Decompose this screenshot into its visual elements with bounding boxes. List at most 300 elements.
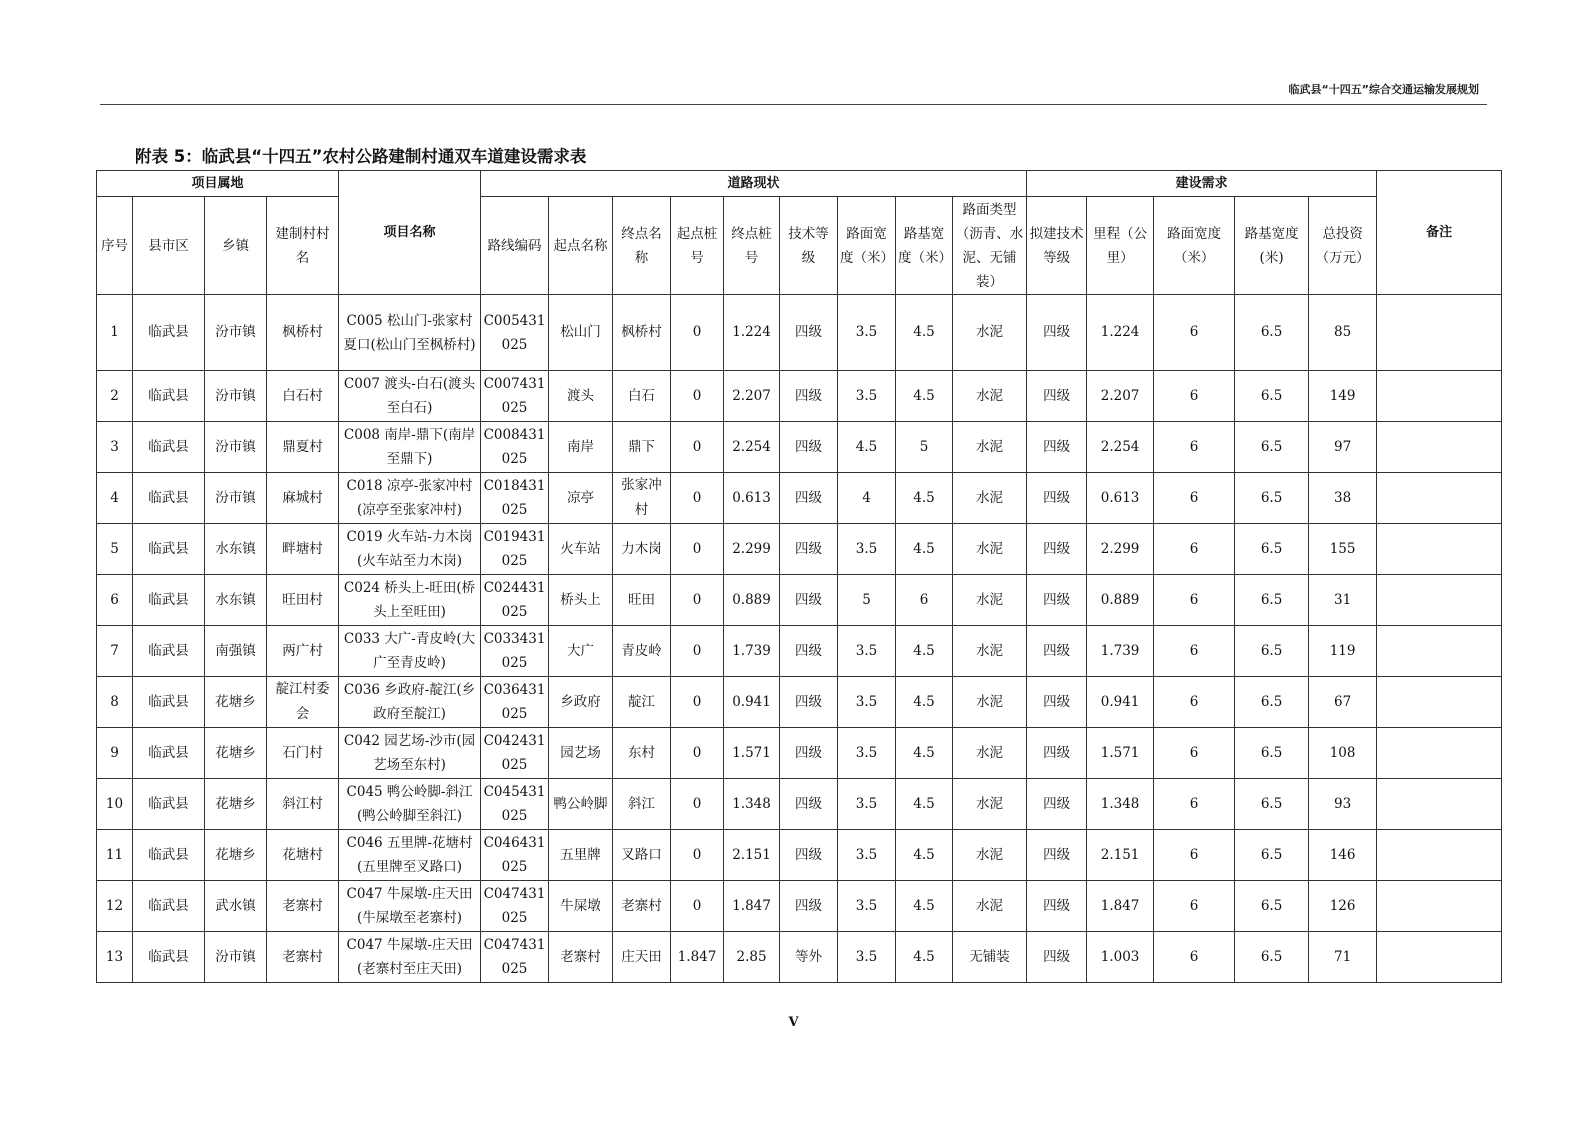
cell-investment: 71 (1309, 932, 1377, 983)
cell-investment: 119 (1309, 626, 1377, 677)
cell-town: 水东镇 (205, 524, 267, 575)
cell-village: 老寨村 (267, 932, 339, 983)
cell-project-name: C047 牛屎墩-庄天田(老寨村至庄天田) (339, 932, 481, 983)
cell-end-name: 老寨村 (613, 881, 671, 932)
cell-tech-grade: 四级 (780, 524, 838, 575)
cell-new-base-width: 6.5 (1235, 779, 1309, 830)
cell-start-name: 凉亭 (549, 473, 613, 524)
cell-remarks (1377, 728, 1502, 779)
cell-planned-grade: 四级 (1027, 932, 1087, 983)
cell-end-name: 旺田 (613, 575, 671, 626)
page-number: V (788, 1015, 799, 1030)
cell-mileage: 0.613 (1087, 473, 1154, 524)
cell-remarks (1377, 779, 1502, 830)
cell-surface-type: 水泥 (953, 626, 1027, 677)
cell-surface-type: 水泥 (953, 473, 1027, 524)
cell-project-name: C046 五里牌-花塘村(五里牌至叉路口) (339, 830, 481, 881)
table-row (97, 626, 1502, 677)
cell-surface-type: 水泥 (953, 728, 1027, 779)
cell-county: 临武县 (133, 779, 205, 830)
cell-remarks (1377, 422, 1502, 473)
cell-remarks (1377, 295, 1502, 371)
cell-surface-width: 3.5 (838, 881, 896, 932)
cell-investment: 149 (1309, 371, 1377, 422)
col-planned-grade: 拟建技术等级 (1027, 197, 1087, 295)
cell-investment: 85 (1309, 295, 1377, 371)
cell-end-stake: 1.224 (724, 295, 780, 371)
cell-new-surface-width: 6 (1154, 881, 1235, 932)
cell-tech-grade: 四级 (780, 830, 838, 881)
cell-route-code: C047431025 (481, 881, 549, 932)
cell-new-base-width: 6.5 (1235, 524, 1309, 575)
cell-surface-width: 5 (838, 575, 896, 626)
table-row (97, 575, 1502, 626)
cell-mileage: 1.003 (1087, 932, 1154, 983)
col-route-code: 路线编码 (481, 197, 549, 295)
cell-start-stake: 0 (671, 626, 724, 677)
cell-start-stake: 0 (671, 779, 724, 830)
cell-start-name: 园艺场 (549, 728, 613, 779)
cell-planned-grade: 四级 (1027, 371, 1087, 422)
col-base-width: 路基宽度（米） (896, 197, 953, 295)
cell-new-surface-width: 6 (1154, 779, 1235, 830)
cell-village: 枫桥村 (267, 295, 339, 371)
cell-end-name: 白石 (613, 371, 671, 422)
cell-route-code: C019431025 (481, 524, 549, 575)
col-remarks: 备注 (1377, 171, 1502, 295)
cell-tech-grade: 四级 (780, 881, 838, 932)
cell-start-stake: 0 (671, 575, 724, 626)
cell-end-name: 力木岗 (613, 524, 671, 575)
cell-village: 旺田村 (267, 575, 339, 626)
cell-village: 老寨村 (267, 881, 339, 932)
cell-start-name: 松山门 (549, 295, 613, 371)
cell-seq: 1 (97, 295, 133, 371)
cell-start-name: 南岸 (549, 422, 613, 473)
cell-town: 花塘乡 (205, 728, 267, 779)
cell-town: 汾市镇 (205, 473, 267, 524)
cell-mileage: 1.571 (1087, 728, 1154, 779)
cell-surface-type: 水泥 (953, 779, 1027, 830)
cell-start-name: 渡头 (549, 371, 613, 422)
cell-tech-grade: 四级 (780, 677, 838, 728)
cell-start-stake: 0 (671, 524, 724, 575)
group-road-status: 道路现状 (481, 171, 1027, 197)
table-row (97, 779, 1502, 830)
cell-mileage: 0.889 (1087, 575, 1154, 626)
cell-town: 汾市镇 (205, 932, 267, 983)
cell-base-width: 4.5 (896, 677, 953, 728)
cell-end-stake: 2.151 (724, 830, 780, 881)
cell-start-stake: 0 (671, 881, 724, 932)
cell-start-name: 大广 (549, 626, 613, 677)
table-row (97, 830, 1502, 881)
cell-new-surface-width: 6 (1154, 371, 1235, 422)
cell-investment: 155 (1309, 524, 1377, 575)
cell-surface-type: 水泥 (953, 524, 1027, 575)
cell-project-name: C042 园艺场-沙市(园艺场至东村) (339, 728, 481, 779)
cell-new-base-width: 6.5 (1235, 473, 1309, 524)
cell-village: 白石村 (267, 371, 339, 422)
cell-project-name: C047 牛屎墩-庄天田(牛屎墩至老寨村) (339, 881, 481, 932)
cell-route-code: C005431025 (481, 295, 549, 371)
cell-new-surface-width: 6 (1154, 932, 1235, 983)
cell-project-name: C024 桥头上-旺田(桥头上至旺田) (339, 575, 481, 626)
cell-remarks (1377, 473, 1502, 524)
cell-project-name: C018 凉亭-张家冲村(凉亭至张家冲村) (339, 473, 481, 524)
cell-surface-width: 3.5 (838, 524, 896, 575)
cell-remarks (1377, 524, 1502, 575)
cell-county: 临武县 (133, 830, 205, 881)
cell-town: 水东镇 (205, 575, 267, 626)
cell-route-code: C036431025 (481, 677, 549, 728)
cell-new-base-width: 6.5 (1235, 728, 1309, 779)
cell-end-stake: 1.739 (724, 626, 780, 677)
cell-surface-type: 无铺装 (953, 932, 1027, 983)
cell-seq: 8 (97, 677, 133, 728)
col-village: 建制村村名 (267, 197, 339, 295)
cell-remarks (1377, 371, 1502, 422)
cell-new-base-width: 6.5 (1235, 575, 1309, 626)
cell-new-surface-width: 6 (1154, 575, 1235, 626)
cell-project-name: C019 火车站-力木岗(火车站至力木岗) (339, 524, 481, 575)
cell-village: 斜江村 (267, 779, 339, 830)
cell-start-name: 火车站 (549, 524, 613, 575)
col-end-stake: 终点桩号 (724, 197, 780, 295)
cell-town: 武水镇 (205, 881, 267, 932)
cell-surface-width: 3.5 (838, 295, 896, 371)
cell-seq: 13 (97, 932, 133, 983)
cell-tech-grade: 四级 (780, 422, 838, 473)
col-seq: 序号 (97, 197, 133, 295)
cell-new-base-width: 6.5 (1235, 881, 1309, 932)
col-start-name: 起点名称 (549, 197, 613, 295)
table-row (97, 728, 1502, 779)
cell-new-base-width: 6.5 (1235, 830, 1309, 881)
col-new-surface-width: 路面宽度（米） (1154, 197, 1235, 295)
cell-new-surface-width: 6 (1154, 295, 1235, 371)
cell-surface-type: 水泥 (953, 371, 1027, 422)
col-surface-type: 路面类型（沥青、水泥、无铺装） (953, 197, 1027, 295)
cell-base-width: 4.5 (896, 881, 953, 932)
cell-route-code: C046431025 (481, 830, 549, 881)
cell-end-stake: 0.613 (724, 473, 780, 524)
cell-surface-width: 3.5 (838, 932, 896, 983)
cell-new-base-width: 6.5 (1235, 371, 1309, 422)
cell-end-stake: 1.571 (724, 728, 780, 779)
cell-new-surface-width: 6 (1154, 422, 1235, 473)
cell-county: 临武县 (133, 575, 205, 626)
cell-investment: 67 (1309, 677, 1377, 728)
cell-investment: 97 (1309, 422, 1377, 473)
cell-town: 花塘乡 (205, 779, 267, 830)
cell-remarks (1377, 881, 1502, 932)
cell-end-name: 庄天田 (613, 932, 671, 983)
cell-route-code: C007431025 (481, 371, 549, 422)
cell-start-stake: 0 (671, 371, 724, 422)
cell-village: 花塘村 (267, 830, 339, 881)
cell-tech-grade: 四级 (780, 728, 838, 779)
cell-base-width: 6 (896, 575, 953, 626)
table-title: 附表 5：临武县“十四五”农村公路建制村通双车道建设需求表 (135, 147, 587, 166)
cell-remarks (1377, 626, 1502, 677)
cell-surface-width: 3.5 (838, 677, 896, 728)
cell-planned-grade: 四级 (1027, 473, 1087, 524)
cell-planned-grade: 四级 (1027, 677, 1087, 728)
cell-start-stake: 0 (671, 677, 724, 728)
cell-end-name: 东村 (613, 728, 671, 779)
cell-planned-grade: 四级 (1027, 779, 1087, 830)
cell-start-stake: 0 (671, 422, 724, 473)
table-row (97, 422, 1502, 473)
cell-tech-grade: 四级 (780, 779, 838, 830)
cell-tech-grade: 四级 (780, 626, 838, 677)
cell-project-name: C007 渡头-白石(渡头至白石) (339, 371, 481, 422)
col-mileage: 里程（公里） (1087, 197, 1154, 295)
cell-planned-grade: 四级 (1027, 881, 1087, 932)
cell-new-surface-width: 6 (1154, 728, 1235, 779)
cell-seq: 12 (97, 881, 133, 932)
cell-village: 两广村 (267, 626, 339, 677)
column-header-row (97, 197, 1502, 295)
cell-start-name: 五里牌 (549, 830, 613, 881)
cell-new-surface-width: 6 (1154, 626, 1235, 677)
cell-project-name: C045 鸭公岭脚-斜江(鸭公岭脚至斜江) (339, 779, 481, 830)
cell-village: 石门村 (267, 728, 339, 779)
cell-tech-grade: 等外 (780, 932, 838, 983)
cell-investment: 146 (1309, 830, 1377, 881)
cell-end-name: 鼎下 (613, 422, 671, 473)
cell-route-code: C047431025 (481, 932, 549, 983)
cell-start-stake: 0 (671, 473, 724, 524)
cell-planned-grade: 四级 (1027, 830, 1087, 881)
cell-investment: 31 (1309, 575, 1377, 626)
cell-end-stake: 2.299 (724, 524, 780, 575)
cell-planned-grade: 四级 (1027, 295, 1087, 371)
cell-new-base-width: 6.5 (1235, 677, 1309, 728)
table-row (97, 677, 1502, 728)
cell-mileage: 2.207 (1087, 371, 1154, 422)
cell-base-width: 4.5 (896, 524, 953, 575)
cell-mileage: 1.348 (1087, 779, 1154, 830)
cell-new-base-width: 6.5 (1235, 932, 1309, 983)
cell-remarks (1377, 932, 1502, 983)
cell-town: 花塘乡 (205, 677, 267, 728)
cell-start-stake: 0 (671, 728, 724, 779)
cell-surface-width: 3.5 (838, 779, 896, 830)
cell-investment: 38 (1309, 473, 1377, 524)
cell-town: 汾市镇 (205, 422, 267, 473)
cell-tech-grade: 四级 (780, 371, 838, 422)
cell-new-surface-width: 6 (1154, 524, 1235, 575)
cell-seq: 10 (97, 779, 133, 830)
col-investment: 总投资（万元） (1309, 197, 1377, 295)
cell-tech-grade: 四级 (780, 295, 838, 371)
cell-start-stake: 0 (671, 295, 724, 371)
cell-surface-type: 水泥 (953, 677, 1027, 728)
cell-end-stake: 1.348 (724, 779, 780, 830)
cell-planned-grade: 四级 (1027, 575, 1087, 626)
cell-planned-grade: 四级 (1027, 626, 1087, 677)
cell-county: 临武县 (133, 677, 205, 728)
cell-surface-width: 3.5 (838, 728, 896, 779)
cell-tech-grade: 四级 (780, 575, 838, 626)
cell-tech-grade: 四级 (780, 473, 838, 524)
cell-county: 临武县 (133, 626, 205, 677)
cell-mileage: 1.739 (1087, 626, 1154, 677)
cell-village: 靛江村委会 (267, 677, 339, 728)
col-surface-width: 路面宽度（米） (838, 197, 896, 295)
cell-surface-width: 4.5 (838, 422, 896, 473)
cell-end-name: 叉路口 (613, 830, 671, 881)
table-row (97, 524, 1502, 575)
table-row (97, 932, 1502, 983)
col-new-base-width: 路基宽度(米) (1235, 197, 1309, 295)
table-row (97, 473, 1502, 524)
cell-route-code: C033431025 (481, 626, 549, 677)
cell-planned-grade: 四级 (1027, 422, 1087, 473)
cell-seq: 9 (97, 728, 133, 779)
cell-project-name: C008 南岸-鼎下(南岸至鼎下) (339, 422, 481, 473)
cell-base-width: 4.5 (896, 626, 953, 677)
cell-surface-width: 3.5 (838, 830, 896, 881)
cell-base-width: 4.5 (896, 473, 953, 524)
table-row (97, 371, 1502, 422)
cell-new-surface-width: 6 (1154, 830, 1235, 881)
cell-surface-type: 水泥 (953, 422, 1027, 473)
cell-mileage: 2.151 (1087, 830, 1154, 881)
cell-county: 临武县 (133, 422, 205, 473)
cell-surface-type: 水泥 (953, 830, 1027, 881)
cell-planned-grade: 四级 (1027, 728, 1087, 779)
cell-surface-type: 水泥 (953, 575, 1027, 626)
cell-project-name: C005 松山门-张家村夏口(松山门至枫桥村) (339, 295, 481, 371)
cell-start-name: 乡政府 (549, 677, 613, 728)
cell-mileage: 0.941 (1087, 677, 1154, 728)
col-tech-grade: 技术等级 (780, 197, 838, 295)
cell-end-stake: 2.254 (724, 422, 780, 473)
cell-end-stake: 2.85 (724, 932, 780, 983)
cell-seq: 5 (97, 524, 133, 575)
cell-end-name: 斜江 (613, 779, 671, 830)
cell-base-width: 4.5 (896, 932, 953, 983)
group-construction-demand: 建设需求 (1027, 171, 1377, 197)
cell-seq: 4 (97, 473, 133, 524)
header-rule (100, 104, 1487, 105)
cell-investment: 93 (1309, 779, 1377, 830)
col-project-name: 项目名称 (339, 171, 481, 295)
cell-new-base-width: 6.5 (1235, 626, 1309, 677)
cell-county: 临武县 (133, 371, 205, 422)
cell-seq: 3 (97, 422, 133, 473)
cell-route-code: C042431025 (481, 728, 549, 779)
cell-surface-width: 3.5 (838, 626, 896, 677)
cell-village: 麻城村 (267, 473, 339, 524)
cell-town: 汾市镇 (205, 371, 267, 422)
cell-surface-type: 水泥 (953, 295, 1027, 371)
cell-route-code: C045431025 (481, 779, 549, 830)
cell-new-base-width: 6.5 (1235, 295, 1309, 371)
cell-surface-type: 水泥 (953, 881, 1027, 932)
cell-start-stake: 1.847 (671, 932, 724, 983)
cell-project-name: C036 乡政府-靛江(乡政府至靛江) (339, 677, 481, 728)
cell-start-name: 鸭公岭脚 (549, 779, 613, 830)
cell-investment: 108 (1309, 728, 1377, 779)
cell-base-width: 4.5 (896, 295, 953, 371)
cell-remarks (1377, 677, 1502, 728)
table-row (97, 295, 1502, 371)
cell-base-width: 4.5 (896, 371, 953, 422)
cell-mileage: 2.299 (1087, 524, 1154, 575)
cell-mileage: 2.254 (1087, 422, 1154, 473)
cell-seq: 2 (97, 371, 133, 422)
cell-route-code: C008431025 (481, 422, 549, 473)
cell-investment: 126 (1309, 881, 1377, 932)
cell-remarks (1377, 830, 1502, 881)
table-row (97, 881, 1502, 932)
cell-village: 鼎夏村 (267, 422, 339, 473)
cell-route-code: C024431025 (481, 575, 549, 626)
cell-mileage: 1.847 (1087, 881, 1154, 932)
cell-new-base-width: 6.5 (1235, 422, 1309, 473)
cell-new-surface-width: 6 (1154, 473, 1235, 524)
cell-seq: 11 (97, 830, 133, 881)
cell-county: 临武县 (133, 295, 205, 371)
col-town: 乡镇 (205, 197, 267, 295)
cell-town: 南强镇 (205, 626, 267, 677)
col-county: 县市区 (133, 197, 205, 295)
demand-table (96, 170, 1502, 983)
cell-end-stake: 2.207 (724, 371, 780, 422)
cell-seq: 6 (97, 575, 133, 626)
cell-end-name: 枫桥村 (613, 295, 671, 371)
cell-village: 畔塘村 (267, 524, 339, 575)
col-start-stake: 起点桩号 (671, 197, 724, 295)
cell-route-code: C018431025 (481, 473, 549, 524)
cell-base-width: 4.5 (896, 830, 953, 881)
cell-base-width: 4.5 (896, 779, 953, 830)
cell-surface-width: 3.5 (838, 371, 896, 422)
cell-remarks (1377, 575, 1502, 626)
cell-end-stake: 0.941 (724, 677, 780, 728)
cell-end-stake: 0.889 (724, 575, 780, 626)
cell-project-name: C033 大广-青皮岭(大广至青皮岭) (339, 626, 481, 677)
cell-start-name: 牛屎墩 (549, 881, 613, 932)
cell-town: 汾市镇 (205, 295, 267, 371)
cell-county: 临武县 (133, 932, 205, 983)
cell-county: 临武县 (133, 881, 205, 932)
cell-start-stake: 0 (671, 830, 724, 881)
cell-start-name: 老寨村 (549, 932, 613, 983)
cell-planned-grade: 四级 (1027, 524, 1087, 575)
running-header: 临武县“十四五”综合交通运输发展规划 (1288, 83, 1479, 96)
cell-start-name: 桥头上 (549, 575, 613, 626)
cell-mileage: 1.224 (1087, 295, 1154, 371)
group-affiliation: 项目属地 (97, 171, 339, 197)
group-header-row (97, 171, 1502, 197)
cell-town: 花塘乡 (205, 830, 267, 881)
cell-county: 临武县 (133, 524, 205, 575)
cell-county: 临武县 (133, 473, 205, 524)
cell-end-name: 青皮岭 (613, 626, 671, 677)
col-end-name: 终点名称 (613, 197, 671, 295)
cell-end-stake: 1.847 (724, 881, 780, 932)
cell-end-name: 靛江 (613, 677, 671, 728)
cell-new-surface-width: 6 (1154, 677, 1235, 728)
cell-surface-width: 4 (838, 473, 896, 524)
cell-seq: 7 (97, 626, 133, 677)
cell-end-name: 张家冲村 (613, 473, 671, 524)
